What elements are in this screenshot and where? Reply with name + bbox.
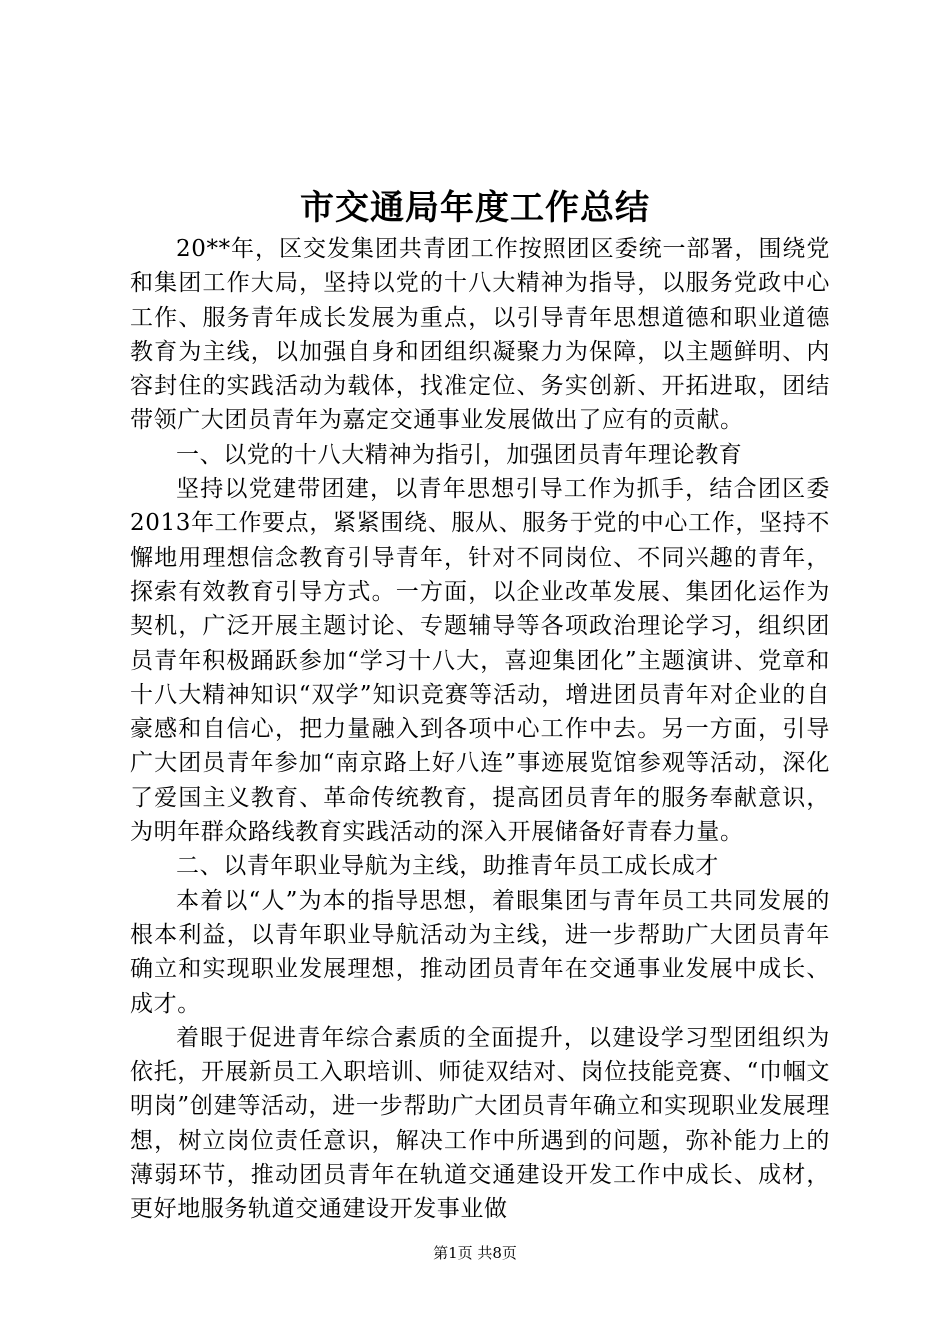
document-body: [130, 232, 830, 1227]
paragraph-section-2b: 着眼于促进青年综合素质的全面提升，以建设学习型团组织为依托，开展新员工入职培训、师徒双结对、岗位技能竞赛、“巾帼文明岗”创建等活动，进一步帮助广大团员青年确立和实现职业发展理想，树立岗位责任意识，解决工作中所遇到的问题，弥补能力上的薄弱环节，推动团员青年在轨道交通建设开发工作中成长、成材，更好地服务轨道交通建设开发事业做: [130, 1024, 830, 1223]
section-heading-1: 一、以党的十八大精神为指引，加强团员青年理论教育: [176, 441, 743, 468]
section-heading-2: 二、以青年职业导航为主线，助推青年员工成长成才: [176, 853, 719, 880]
paragraph-section-1: 坚持以党建带团建，以青年思想引导工作为抓手，结合团区委2013年工作要点，紧紧围绕、服从、服务于党的中心工作，坚持不懈地用理想信念教育引导青年，针对不同岗位、不同兴趣的青年，探索有效教育引导方式。一方面，以企业改革发展、集团化运作为契机，广泛开展主题讨论、专题辅导等各项政治理论学习，组织团员青年积极踊跃参加“学习十八大，喜迎集团化”主题演讲、党章和十八大精神知识“双学”知识竞赛等活动，增进团员青年对企业的自豪感和自信心，把力量融入到各项中心工作中去。另一方面，引导广大团员青年参加“南京路上好八连”事迹展览馆参观等活动，深化了爱国主义教育、革命传统教育，提高团员青年的服务奉献意识，为明年群众路线教育实践活动的深入开展储备好青春力量。: [130, 476, 830, 846]
document-title: 市交通局年度工作总结: [300, 188, 650, 228]
paragraph-section-2a: 本着以“人”为本的指导思想，着眼集团与青年员工共同发展的根本利益，以青年职业导航活动为主线，进一步帮助广大团员青年确立和实现职业发展理想，推动团员青年在交通事业发展中成长、成才。: [130, 887, 830, 1017]
page-footer: 第1页 共8页: [433, 1244, 517, 1262]
paragraph-intro: 20**年，区交发集团共青团工作按照团区委统一部署，围绕党和集团工作大局，坚持以党的十八大精神为指导，以服务党政中心工作、服务青年成长发展为重点，以引导青年思想道德和职业道德教育为主线，以加强自身和团组织凝聚力为保障，以主题鲜明、内容封住的实践活动为载体，找准定位、务实创新、开拓进取，团结带领广大团员青年为嘉定交通事业发展做出了应有的贡献。: [130, 236, 830, 434]
